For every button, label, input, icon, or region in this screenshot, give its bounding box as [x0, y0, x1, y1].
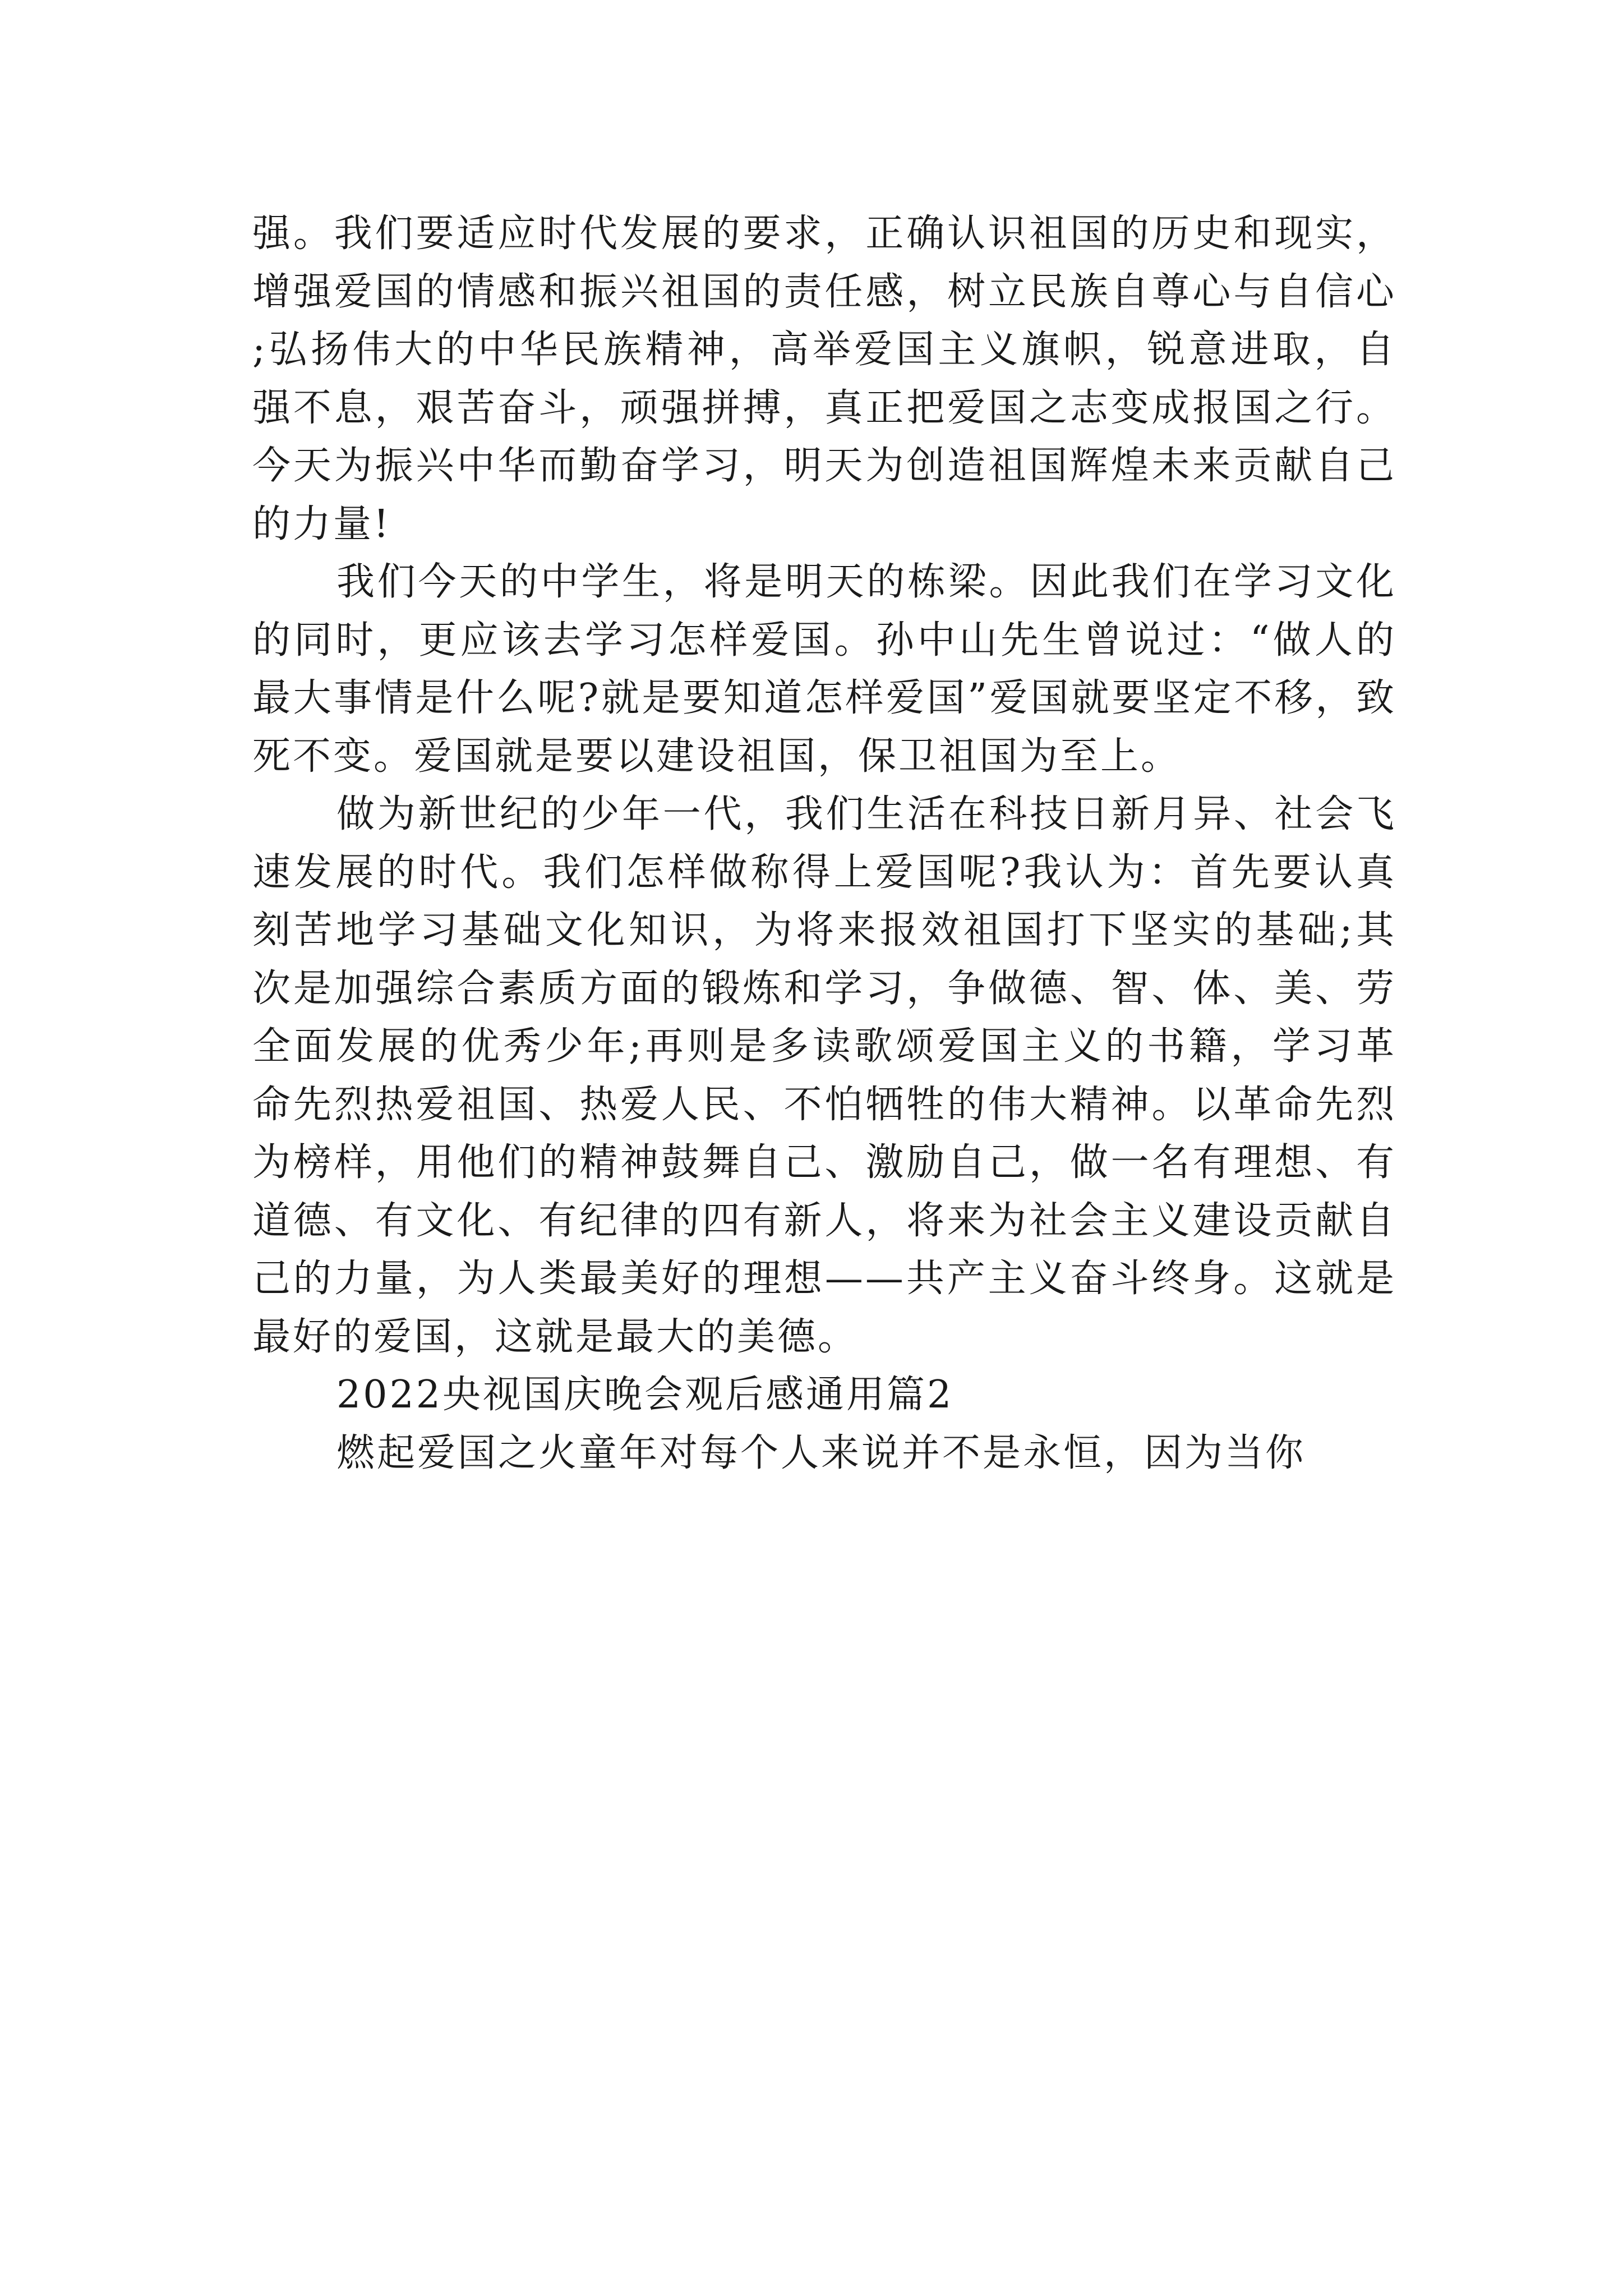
- paragraph: 做为新世纪的少年一代，我们生活在科技日新月异、社会飞速发展的时代。我们怎样做称得上爱国呢?我认为：首先要认真刻苦地学习基础文化知识，为将来报效祖国打下坚实的基础;其次是加强综合素质方面的锻炼和学习，争做德、智、体、美、劳全面发展的优秀少年;再则是多读歌颂爱国主义的书籍，学习革命先烈热爱祖国、热爱人民、不怕牺牲的伟大精神。以革命先烈为榜样，用他们的精神鼓舞自己、激励自己，做一名有理想、有道德、有文化、有纪律的四有新人，将来为社会主义建设贡献自己的力量，为人类最美好的理想——共产主义奋斗终身。这就是最好的爱国，这就是最大的美德。: [252, 792, 1396, 1359]
- paragraph-continuation: 强。我们要适应时代发展的要求，正确认识祖国的历史和现实，增强爱国的情感和振兴祖国的责任感，树立民族自尊心与自信心;弘扬伟大的中华民族精神，高举爱国主义旗帜，锐意进取，自强不息，艰苦奋斗，顽强拼搏，真正把爱国之志变成报国之行。今天为振兴中华而勤奋学习，明天为创造祖国辉煌未来贡献自己的力量!: [252, 211, 1396, 546]
- paragraph: 我们今天的中学生，将是明天的栋梁。因此我们在学习文化的同时，更应该去学习怎样爱国。孙中山先生曾说过：“做人的最大事情是什么呢?就是要知道怎样爱国”爱国就要坚定不移，致死不变。爱国就是要以建设祖国，保卫祖国为至上。: [252, 560, 1396, 779]
- paragraph: 燃起爱国之火童年对每个人来说并不是永恒，因为当你: [336, 1430, 1306, 1475]
- document-body: [252, 205, 1396, 1482]
- section-heading: 2022央视国庆晚会观后感通用篇2: [336, 1373, 954, 1417]
